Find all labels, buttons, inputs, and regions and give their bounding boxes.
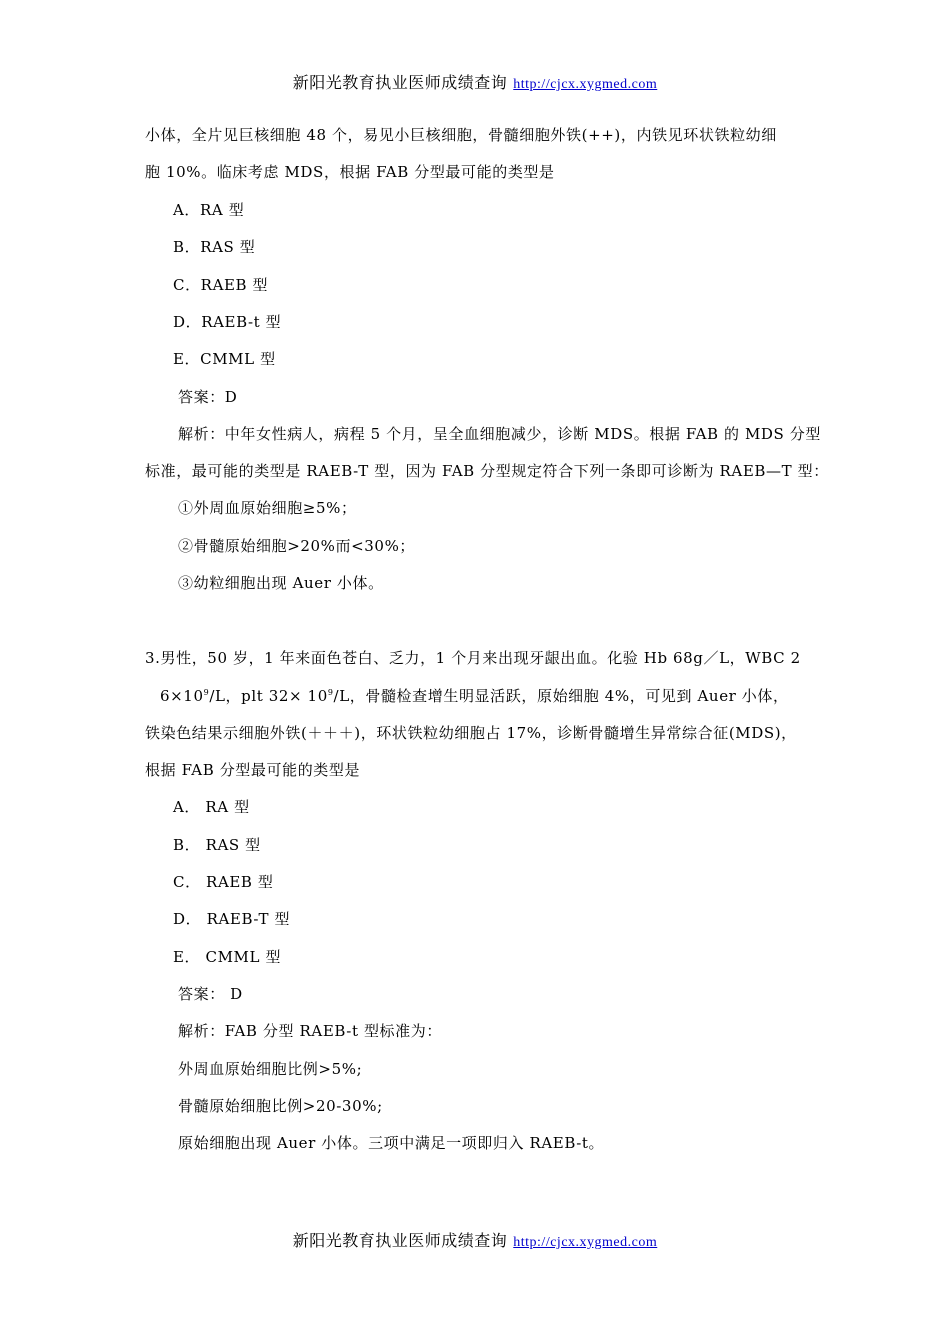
q3-option-d: D． RAEB-T 型: [173, 910, 291, 928]
q3-option-b: B． RAS 型: [173, 836, 261, 854]
q2-analysis-line2: 标准，最可能的类型是 RAEB-T 型，因为 FAB 分型规定符合下列一条即可诊断为 RAEB—T 型：: [145, 462, 829, 480]
q3-exponent-2: 9: [327, 688, 334, 697]
q3-stem-line4: 根据 FAB 分型最可能的类型是: [145, 761, 361, 779]
q3-stem-line2: [160, 685, 789, 706]
q3-stem-line2-a: 6×10: [160, 687, 204, 705]
q2-criterion-1: ①外周血原始细胞≥5%；: [178, 499, 357, 517]
q3-stem-line2-c: /L，骨髓检查增生明显活跃，原始细胞 4%，可见到 Auer 小体，: [333, 687, 789, 705]
q2-criterion-2: ②骨髓原始细胞>20%而<30%；: [178, 537, 416, 555]
q2-stem-line2: 胞 10%。临床考虑 MDS，根据 FAB 分型最可能的类型是: [145, 163, 555, 181]
q2-option-b: B．RAS 型: [173, 238, 256, 256]
header-title: 新阳光教育执业医师成绩查询: [292, 73, 508, 92]
q3-option-c: C． RAEB 型: [173, 873, 274, 891]
q2-option-c: C．RAEB 型: [173, 276, 269, 294]
q2-option-d: D．RAEB-t 型: [173, 313, 282, 331]
q3-stem-line2-b: /L，plt 32× 10: [209, 687, 328, 705]
q2-stem-line1: 小体，全片见巨核细胞 48 个，易见小巨核细胞，骨髓细胞外铁(++)，内铁见环状铁粒幼细: [145, 126, 777, 144]
q2-option-e: E．CMML 型: [173, 350, 276, 368]
footer-link[interactable]: http://cjcx.xygmed.com: [513, 1235, 658, 1250]
q2-analysis-line1: 解析：中年女性病人，病程 5 个月，呈全血细胞减少，诊断 MDS。根据 FAB 的 MDS 分型: [178, 425, 822, 443]
q3-criterion-1: 外周血原始细胞比例>5%;: [178, 1060, 363, 1078]
q2-criterion-3: ③幼粒细胞出现 Auer 小体。: [178, 574, 384, 592]
q3-option-a: A． RA 型: [173, 798, 250, 816]
page-footer: [0, 1228, 950, 1251]
q3-stem-line3: 铁染色结果示细胞外铁(＋＋＋)，环状铁粒幼细胞占 17%，诊断骨髓增生异常综合征(MDS)，: [145, 724, 797, 742]
q3-exponent-1: 9: [203, 688, 210, 697]
q3-stem-line1: 3.男性，50 岁，1 年来面色苍白、乏力，1 个月来出现牙龈出血。化验 Hb 68g／L，WBC 2: [145, 649, 801, 667]
q3-criterion-2: 骨髓原始细胞比例>20-30%;: [178, 1097, 383, 1115]
q2-option-a: A．RA 型: [173, 201, 245, 219]
page-header: [0, 70, 950, 93]
q3-answer: 答案： D: [178, 985, 243, 1003]
q3-analysis-title: 解析：FAB 分型 RAEB-t 型标准为：: [178, 1022, 442, 1040]
q3-criterion-3: 原始细胞出现 Auer 小体。三项中满足一项即归入 RAEB-t。: [178, 1134, 605, 1152]
footer-title: 新阳光教育执业医师成绩查询: [292, 1231, 508, 1250]
q3-option-e: E． CMML 型: [173, 948, 282, 966]
q2-answer: 答案：D: [178, 388, 238, 406]
header-link[interactable]: http://cjcx.xygmed.com: [513, 77, 658, 92]
